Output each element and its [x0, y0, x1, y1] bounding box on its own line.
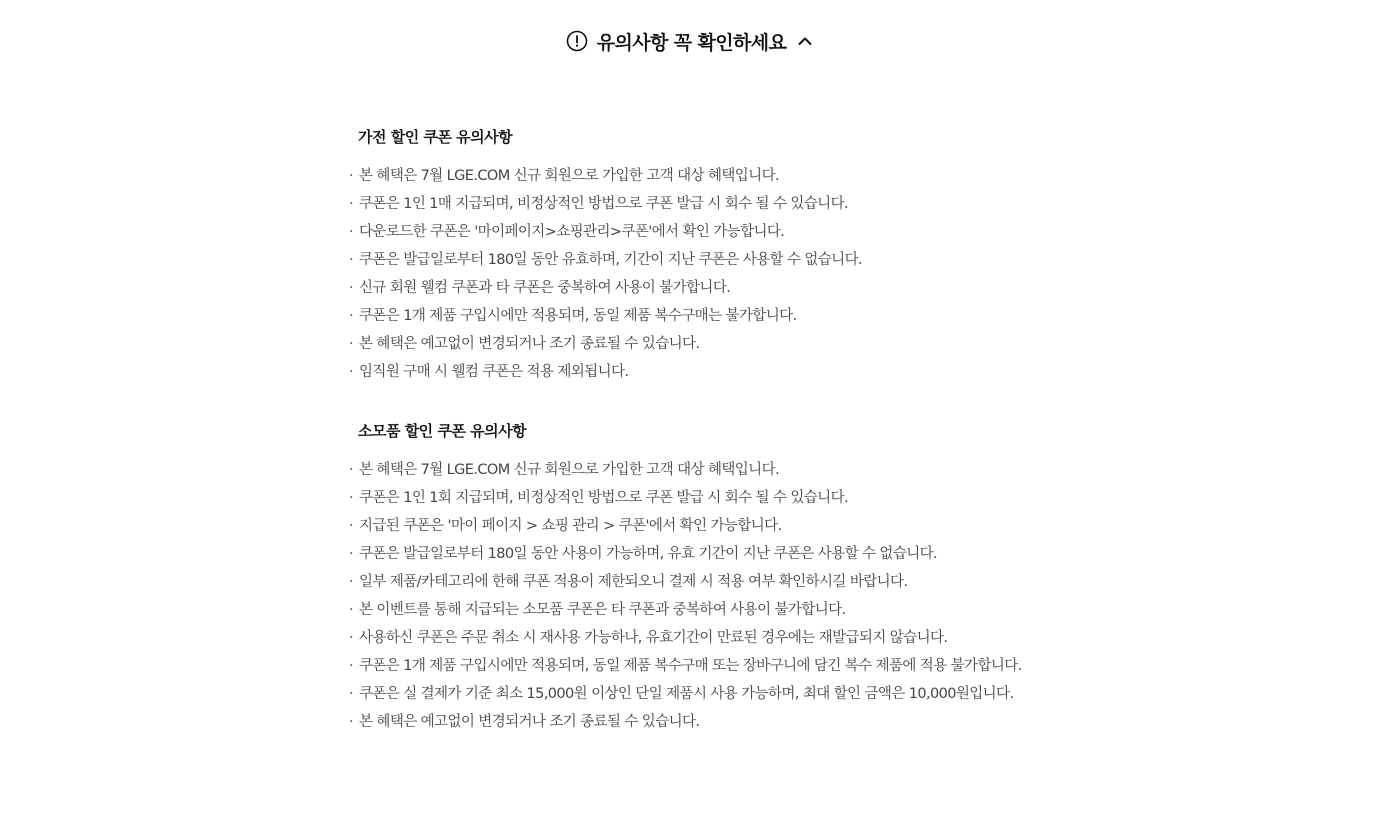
list-item	[346, 484, 1066, 512]
bullet-mark: ·	[349, 658, 354, 674]
bullet-mark: ·	[349, 252, 354, 268]
consumable-coupon-notice	[346, 420, 1066, 736]
list-item	[346, 218, 1066, 246]
list-item-text: 쿠폰은 1인 1회 지급되며, 비정상적인 방법으로 쿠폰 발급 시 회수 될 수 있습니다.	[359, 490, 848, 506]
notice-list	[346, 162, 1066, 386]
bullet-mark: ·	[349, 462, 354, 478]
list-item	[346, 162, 1066, 190]
bullet-mark: ·	[349, 224, 354, 240]
list-item	[346, 456, 1066, 484]
bullet-mark: ·	[349, 168, 354, 184]
list-item	[346, 568, 1066, 596]
list-item-text: 쿠폰은 실 결제가 기준 최소 15,000원 이상인 단일 제품시 사용 가능하며, 최대 할인 금액은 10,000원입니다.	[359, 686, 1014, 702]
list-item-text: 쿠폰은 발급일로부터 180일 동안 유효하며, 기간이 지난 쿠폰은 사용할 수 없습니다.	[359, 252, 863, 268]
list-item	[346, 512, 1066, 540]
list-item-text: 일부 제품/카테고리에 한해 쿠폰 적용이 제한되오니 결제 시 적용 여부 확인하시길 바랍니다.	[359, 574, 908, 590]
bullet-mark: ·	[349, 196, 354, 212]
list-item	[346, 246, 1066, 274]
notice-list	[346, 456, 1066, 736]
list-item	[346, 302, 1066, 330]
list-item	[346, 708, 1066, 736]
list-item-text: 다운로드한 쿠폰은 '마이페이지>쇼핑관리>쿠폰'에서 확인 가능합니다.	[359, 224, 785, 240]
bullet-mark: ·	[349, 336, 354, 352]
list-item-text: 본 혜택은 7월 LGE.COM 신규 회원으로 가입한 고객 대상 혜택입니다.	[359, 462, 780, 478]
appliance-coupon-notice	[346, 126, 1066, 386]
list-item-text: 쿠폰은 발급일로부터 180일 동안 사용이 가능하며, 유효 기간이 지난 쿠폰은 사용할 수 없습니다.	[359, 546, 938, 562]
list-item	[346, 624, 1066, 652]
list-item-text: 쿠폰은 1인 1매 지급되며, 비정상적인 방법으로 쿠폰 발급 시 회수 될 수 있습니다.	[359, 196, 848, 212]
section-title: 가전 할인 쿠폰 유의사항	[358, 128, 513, 146]
list-item	[346, 652, 1066, 680]
list-item-text: 신규 회원 웰컴 쿠폰과 타 쿠폰은 중복하여 사용이 불가합니다.	[359, 280, 731, 296]
list-item	[346, 680, 1066, 708]
list-item	[346, 190, 1066, 218]
list-item	[346, 274, 1066, 302]
chevron-up-icon[interactable]	[796, 32, 814, 50]
bullet-mark: ·	[349, 602, 354, 618]
list-item-text: 지급된 쿠폰은 '마이 페이지 > 쇼핑 관리 > 쿠폰'에서 확인 가능합니다.	[359, 518, 782, 534]
bullet-mark: ·	[349, 490, 354, 506]
bullet-mark: ·	[349, 308, 354, 324]
bullet-mark: ·	[349, 714, 354, 730]
list-item-text: 본 혜택은 예고없이 변경되거나 조기 종료될 수 있습니다.	[359, 336, 700, 352]
bullet-mark: ·	[349, 686, 354, 702]
list-item-text: 쿠폰은 1개 제품 구입시에만 적용되며, 동일 제품 복수구매 또는 장바구니에 담긴 복수 제품에 적용 불가합니다.	[359, 658, 1022, 674]
notice-toggle-button[interactable]	[0, 26, 1380, 56]
alert-circle-icon	[566, 30, 588, 52]
list-item	[346, 540, 1066, 568]
list-item-text: 사용하신 쿠폰은 주문 취소 시 재사용 가능하나, 유효기간이 만료된 경우에는 재발급되지 않습니다.	[359, 630, 948, 646]
bullet-mark: ·	[349, 280, 354, 296]
list-item	[346, 358, 1066, 386]
list-item-text: 본 혜택은 7월 LGE.COM 신규 회원으로 가입한 고객 대상 혜택입니다.	[359, 168, 780, 184]
bullet-mark: ·	[349, 630, 354, 646]
list-item	[346, 330, 1066, 358]
section-title: 소모품 할인 쿠폰 유의사항	[358, 422, 527, 440]
list-item-text: 임직원 구매 시 웰컴 쿠폰은 적용 제외됩니다.	[359, 364, 629, 380]
list-item-text: 본 이벤트를 통해 지급되는 소모품 쿠폰은 타 쿠폰과 중복하여 사용이 불가합니다.	[359, 602, 846, 618]
list-item-text: 본 혜택은 예고없이 변경되거나 조기 종료될 수 있습니다.	[359, 714, 700, 730]
bullet-mark: ·	[349, 364, 354, 380]
bullet-mark: ·	[349, 546, 354, 562]
list-item	[346, 596, 1066, 624]
list-item-text: 쿠폰은 1개 제품 구입시에만 적용되며, 동일 제품 복수구매는 불가합니다.	[359, 308, 797, 324]
bullet-mark: ·	[349, 518, 354, 534]
notice-title: 유의사항 꼭 확인하세요	[596, 31, 787, 54]
bullet-mark: ·	[349, 574, 354, 590]
